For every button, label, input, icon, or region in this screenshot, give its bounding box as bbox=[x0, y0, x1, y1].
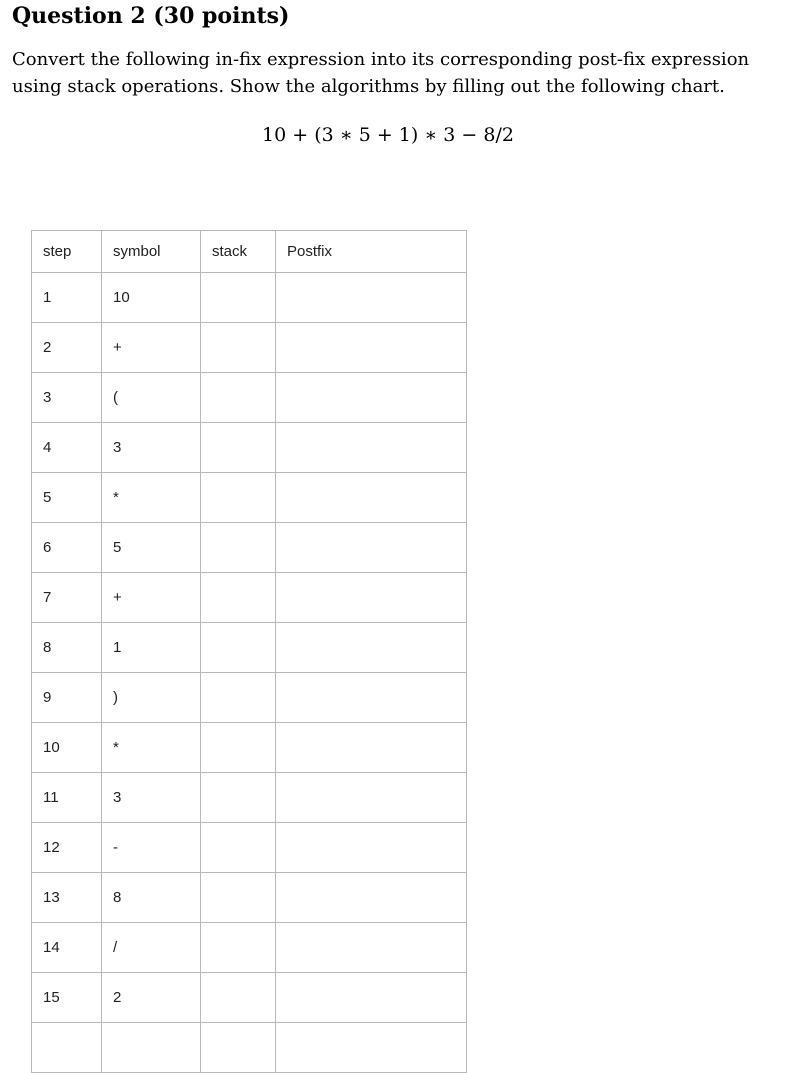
symbol-cell: 1 bbox=[102, 623, 201, 673]
stack-cell[interactable] bbox=[201, 823, 276, 873]
stack-cell[interactable] bbox=[201, 773, 276, 823]
table-row bbox=[32, 1023, 467, 1073]
table-row bbox=[32, 323, 467, 373]
table-row bbox=[32, 523, 467, 573]
postfix-cell[interactable] bbox=[276, 373, 467, 423]
stack-cell[interactable] bbox=[201, 673, 276, 723]
symbol-cell: + bbox=[102, 323, 201, 373]
stack-cell[interactable] bbox=[201, 923, 276, 973]
stack-cell[interactable] bbox=[201, 1023, 276, 1073]
step-cell: 5 bbox=[32, 473, 102, 523]
stack-cell[interactable] bbox=[201, 323, 276, 373]
stack-cell[interactable] bbox=[201, 423, 276, 473]
table-row bbox=[32, 873, 467, 923]
postfix-cell[interactable] bbox=[276, 523, 467, 573]
symbol-cell: * bbox=[102, 473, 201, 523]
postfix-cell[interactable] bbox=[276, 873, 467, 923]
header-stack: stack bbox=[201, 231, 276, 273]
step-cell: 7 bbox=[32, 573, 102, 623]
step-cell: 15 bbox=[32, 973, 102, 1023]
postfix-cell[interactable] bbox=[276, 273, 467, 323]
table-row bbox=[32, 773, 467, 823]
step-cell: 12 bbox=[32, 823, 102, 873]
postfix-cell[interactable] bbox=[276, 773, 467, 823]
stack-cell[interactable] bbox=[201, 523, 276, 573]
table-row bbox=[32, 823, 467, 873]
stack-cell[interactable] bbox=[201, 623, 276, 673]
conversion-chart bbox=[31, 230, 467, 1073]
stack-cell[interactable] bbox=[201, 873, 276, 923]
infix-expression: 10 + (3 ∗ 5 + 1) ∗ 3 − 8/2 bbox=[262, 124, 514, 146]
symbol-cell: 3 bbox=[102, 773, 201, 823]
table-row bbox=[32, 923, 467, 973]
stack-cell[interactable] bbox=[201, 273, 276, 323]
postfix-cell[interactable] bbox=[276, 673, 467, 723]
symbol-cell: + bbox=[102, 573, 201, 623]
step-cell: 11 bbox=[32, 773, 102, 823]
table-row bbox=[32, 973, 467, 1023]
table-row bbox=[32, 373, 467, 423]
step-cell: 9 bbox=[32, 673, 102, 723]
chart-header-row bbox=[32, 231, 467, 273]
table-row bbox=[32, 423, 467, 473]
step-cell: 14 bbox=[32, 923, 102, 973]
stack-cell[interactable] bbox=[201, 573, 276, 623]
postfix-cell[interactable] bbox=[276, 1023, 467, 1073]
question-text bbox=[12, 46, 782, 100]
question-text-line-2: using stack operations. Show the algorithms by filling out the following chart. bbox=[12, 76, 725, 97]
step-cell: 4 bbox=[32, 423, 102, 473]
postfix-cell[interactable] bbox=[276, 723, 467, 773]
header-step: step bbox=[32, 231, 102, 273]
step-cell: 8 bbox=[32, 623, 102, 673]
question-title: Question 2 (30 points) bbox=[12, 3, 290, 29]
table-row bbox=[32, 673, 467, 723]
header-postfix: Postfix bbox=[276, 231, 467, 273]
postfix-cell[interactable] bbox=[276, 473, 467, 523]
stack-cell[interactable] bbox=[201, 723, 276, 773]
symbol-cell: 3 bbox=[102, 423, 201, 473]
symbol-cell: 5 bbox=[102, 523, 201, 573]
table-row bbox=[32, 273, 467, 323]
table-row bbox=[32, 723, 467, 773]
postfix-cell[interactable] bbox=[276, 423, 467, 473]
stack-cell[interactable] bbox=[201, 473, 276, 523]
postfix-cell[interactable] bbox=[276, 573, 467, 623]
postfix-cell[interactable] bbox=[276, 923, 467, 973]
table-row bbox=[32, 473, 467, 523]
step-cell: 10 bbox=[32, 723, 102, 773]
step-cell: 6 bbox=[32, 523, 102, 573]
header-symbol: symbol bbox=[102, 231, 201, 273]
postfix-cell[interactable] bbox=[276, 823, 467, 873]
stack-cell[interactable] bbox=[201, 373, 276, 423]
step-cell: 13 bbox=[32, 873, 102, 923]
symbol-cell: 2 bbox=[102, 973, 201, 1023]
symbol-cell: * bbox=[102, 723, 201, 773]
postfix-cell[interactable] bbox=[276, 323, 467, 373]
step-cell: 1 bbox=[32, 273, 102, 323]
step-cell: 2 bbox=[32, 323, 102, 373]
symbol-cell: / bbox=[102, 923, 201, 973]
symbol-cell: ( bbox=[102, 373, 201, 423]
symbol-cell: 10 bbox=[102, 273, 201, 323]
symbol-cell: - bbox=[102, 823, 201, 873]
symbol-cell bbox=[102, 1023, 201, 1073]
table-row bbox=[32, 573, 467, 623]
postfix-cell[interactable] bbox=[276, 623, 467, 673]
postfix-cell[interactable] bbox=[276, 973, 467, 1023]
stack-cell[interactable] bbox=[201, 973, 276, 1023]
symbol-cell: ) bbox=[102, 673, 201, 723]
question-text-line-1: Convert the following in-fix expression into its corresponding post-fix expression bbox=[12, 49, 750, 70]
symbol-cell: 8 bbox=[102, 873, 201, 923]
step-cell: 3 bbox=[32, 373, 102, 423]
table-row bbox=[32, 623, 467, 673]
step-cell bbox=[32, 1023, 102, 1073]
